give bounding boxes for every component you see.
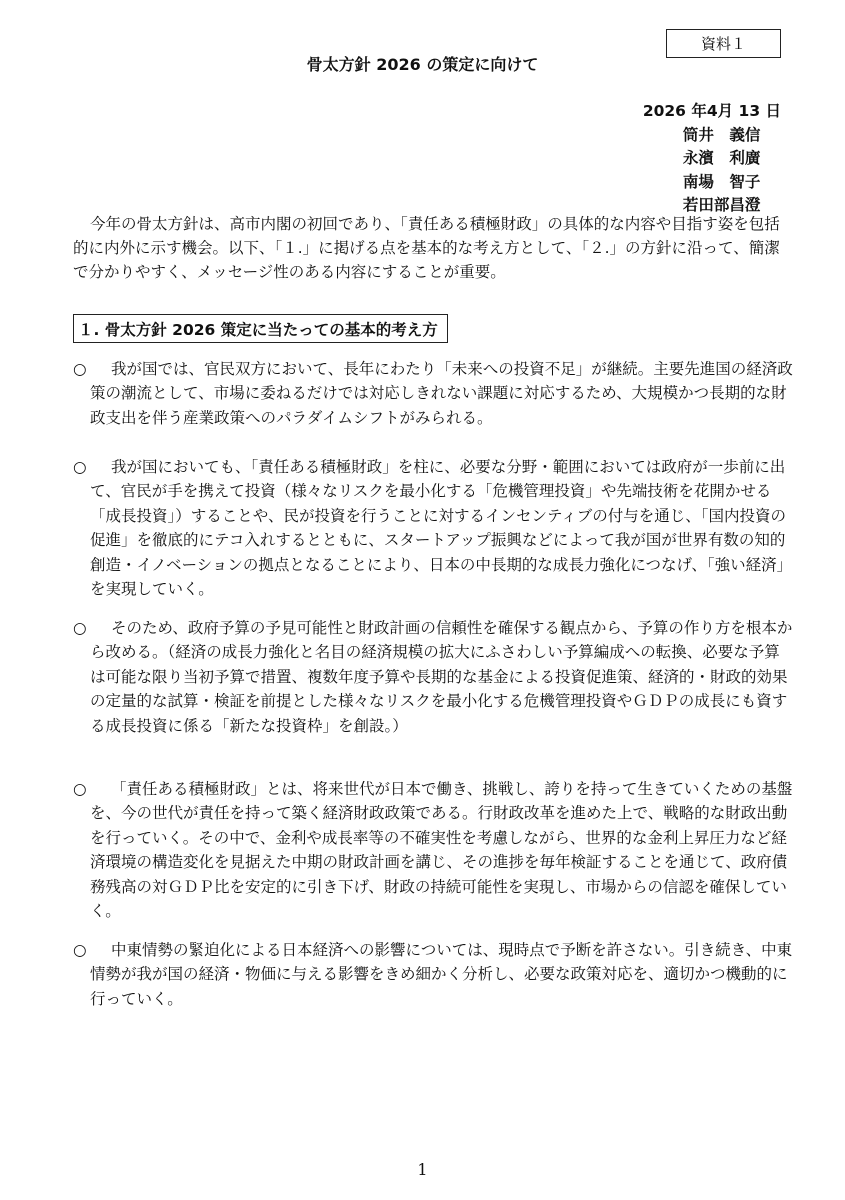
document-date: 2026 年4月 13 日 [642,102,781,120]
bullet-paragraph [73,357,793,430]
section-heading: １. 骨太方針 2026 策定に当たっての基本的考え方 [73,314,448,343]
bullet-mark: ○ [73,780,87,798]
bullet-mark: ○ [73,941,87,959]
page-number: 1 [417,1160,428,1179]
bullet-text: 「責任ある積極財政」とは、将来世代が日本で働き、挑戦し、誇りを持って生きていくための基盤を、今の世代が責任を持って築く経済財政政策である。行財政改革を進めた上で、戦略的な財政出動を行っていく。その中で、金利や成長率等の不確実性を考慮しながら、世界的な金利上昇圧力など経済環境の構造変化を見据えた中期の財政計画を講じ、その進捗を毎年検証することを通じて、政府債務残高の対ＧＤＰ比を安定的に引き下げ、財政の持続可能性を実現し、市場からの信認を確保していく。 [90,780,793,921]
author-name: 南場 智子 [682,172,761,191]
intro-paragraph: 今年の骨太方針は、高市内閣の初回であり、「責任ある積極財政」の具体的な内容や目指す姿を包括的に内外に示す機会。以下、「１.」に掲げる点を基本的な考え方として、「２.」の方針に沿って、簡潔で分かりやすく、メッセージ性のある内容にすることが重要。 [73,215,780,281]
bullet-mark: ○ [73,458,87,476]
document-label: 資料１ [666,29,781,58]
bullet-text: そのため、政府予算の予見可能性と財政計画の信頼性を確保する観点から、予算の作り方を根本から改める。（経済の成長力強化と名目の経済規模の拡大にふさわしい予算編成への転換、必要な予算は可能な限り当初予算で措置、複数年度予算や長期的な基金による投資促進策、経済的・財政的効果の定量的な試算・検証を前提とした様々なリスクを最小化する危機管理投資やＧＤＰの成長にも資する成長投資に係る「新たな投資枠」を創設。） [90,619,793,735]
bullet-text: 我が国においても、「責任ある積極財政」を柱に、必要な分野・範囲においては政府が一歩前に出て、官民が手を携えて投資（様々なリスクを最小化する「危機管理投資」や先端技術を花開かせる「成長投資」）することや、民が投資を行うことに対するインセンティブの付与を通じ、「国内投資の促進」を徹底的にテコ入れするとともに、スタートアップ振興などによって我が国が世界有数の知的創造・イノベーションの拠点となることにより、日本の中長期的な成長力強化につなげ、「強い経済」を実現していく。 [90,458,793,599]
bullet-paragraph [73,938,793,1011]
bullet-paragraph [73,616,793,738]
bullet-mark: ○ [73,360,87,378]
bullet-mark: ○ [73,619,87,637]
author-list [683,124,781,218]
bullet-paragraph [73,455,793,601]
page-title: 骨太方針 2026 の策定に向けて [306,55,539,74]
document-meta [643,100,781,218]
author-name: 永濱 利廣 [682,149,761,167]
author-name: 筒井 義信 [682,125,761,144]
bullet-paragraph [73,777,793,923]
bullet-text: 中東情勢の緊迫化による日本経済への影響については、現時点で予断を許さない。引き続き、中東情勢が我が国の経済・物価に与える影響をきめ細かく分析し、必要な政策対応を、適切かつ機動的に行っていく。 [90,941,793,1008]
bullet-text: 我が国では、官民双方において、長年にわたり「未来への投資不足」が継続。主要先進国の経済政策の潮流として、市場に委ねるだけでは対応しきれない課題に対応するため、大規模かつ長期的な財政支出を伴う産業政策へのパラダイムシフトがみられる。 [90,360,793,427]
author-name: 若田部昌澄 [682,196,761,214]
